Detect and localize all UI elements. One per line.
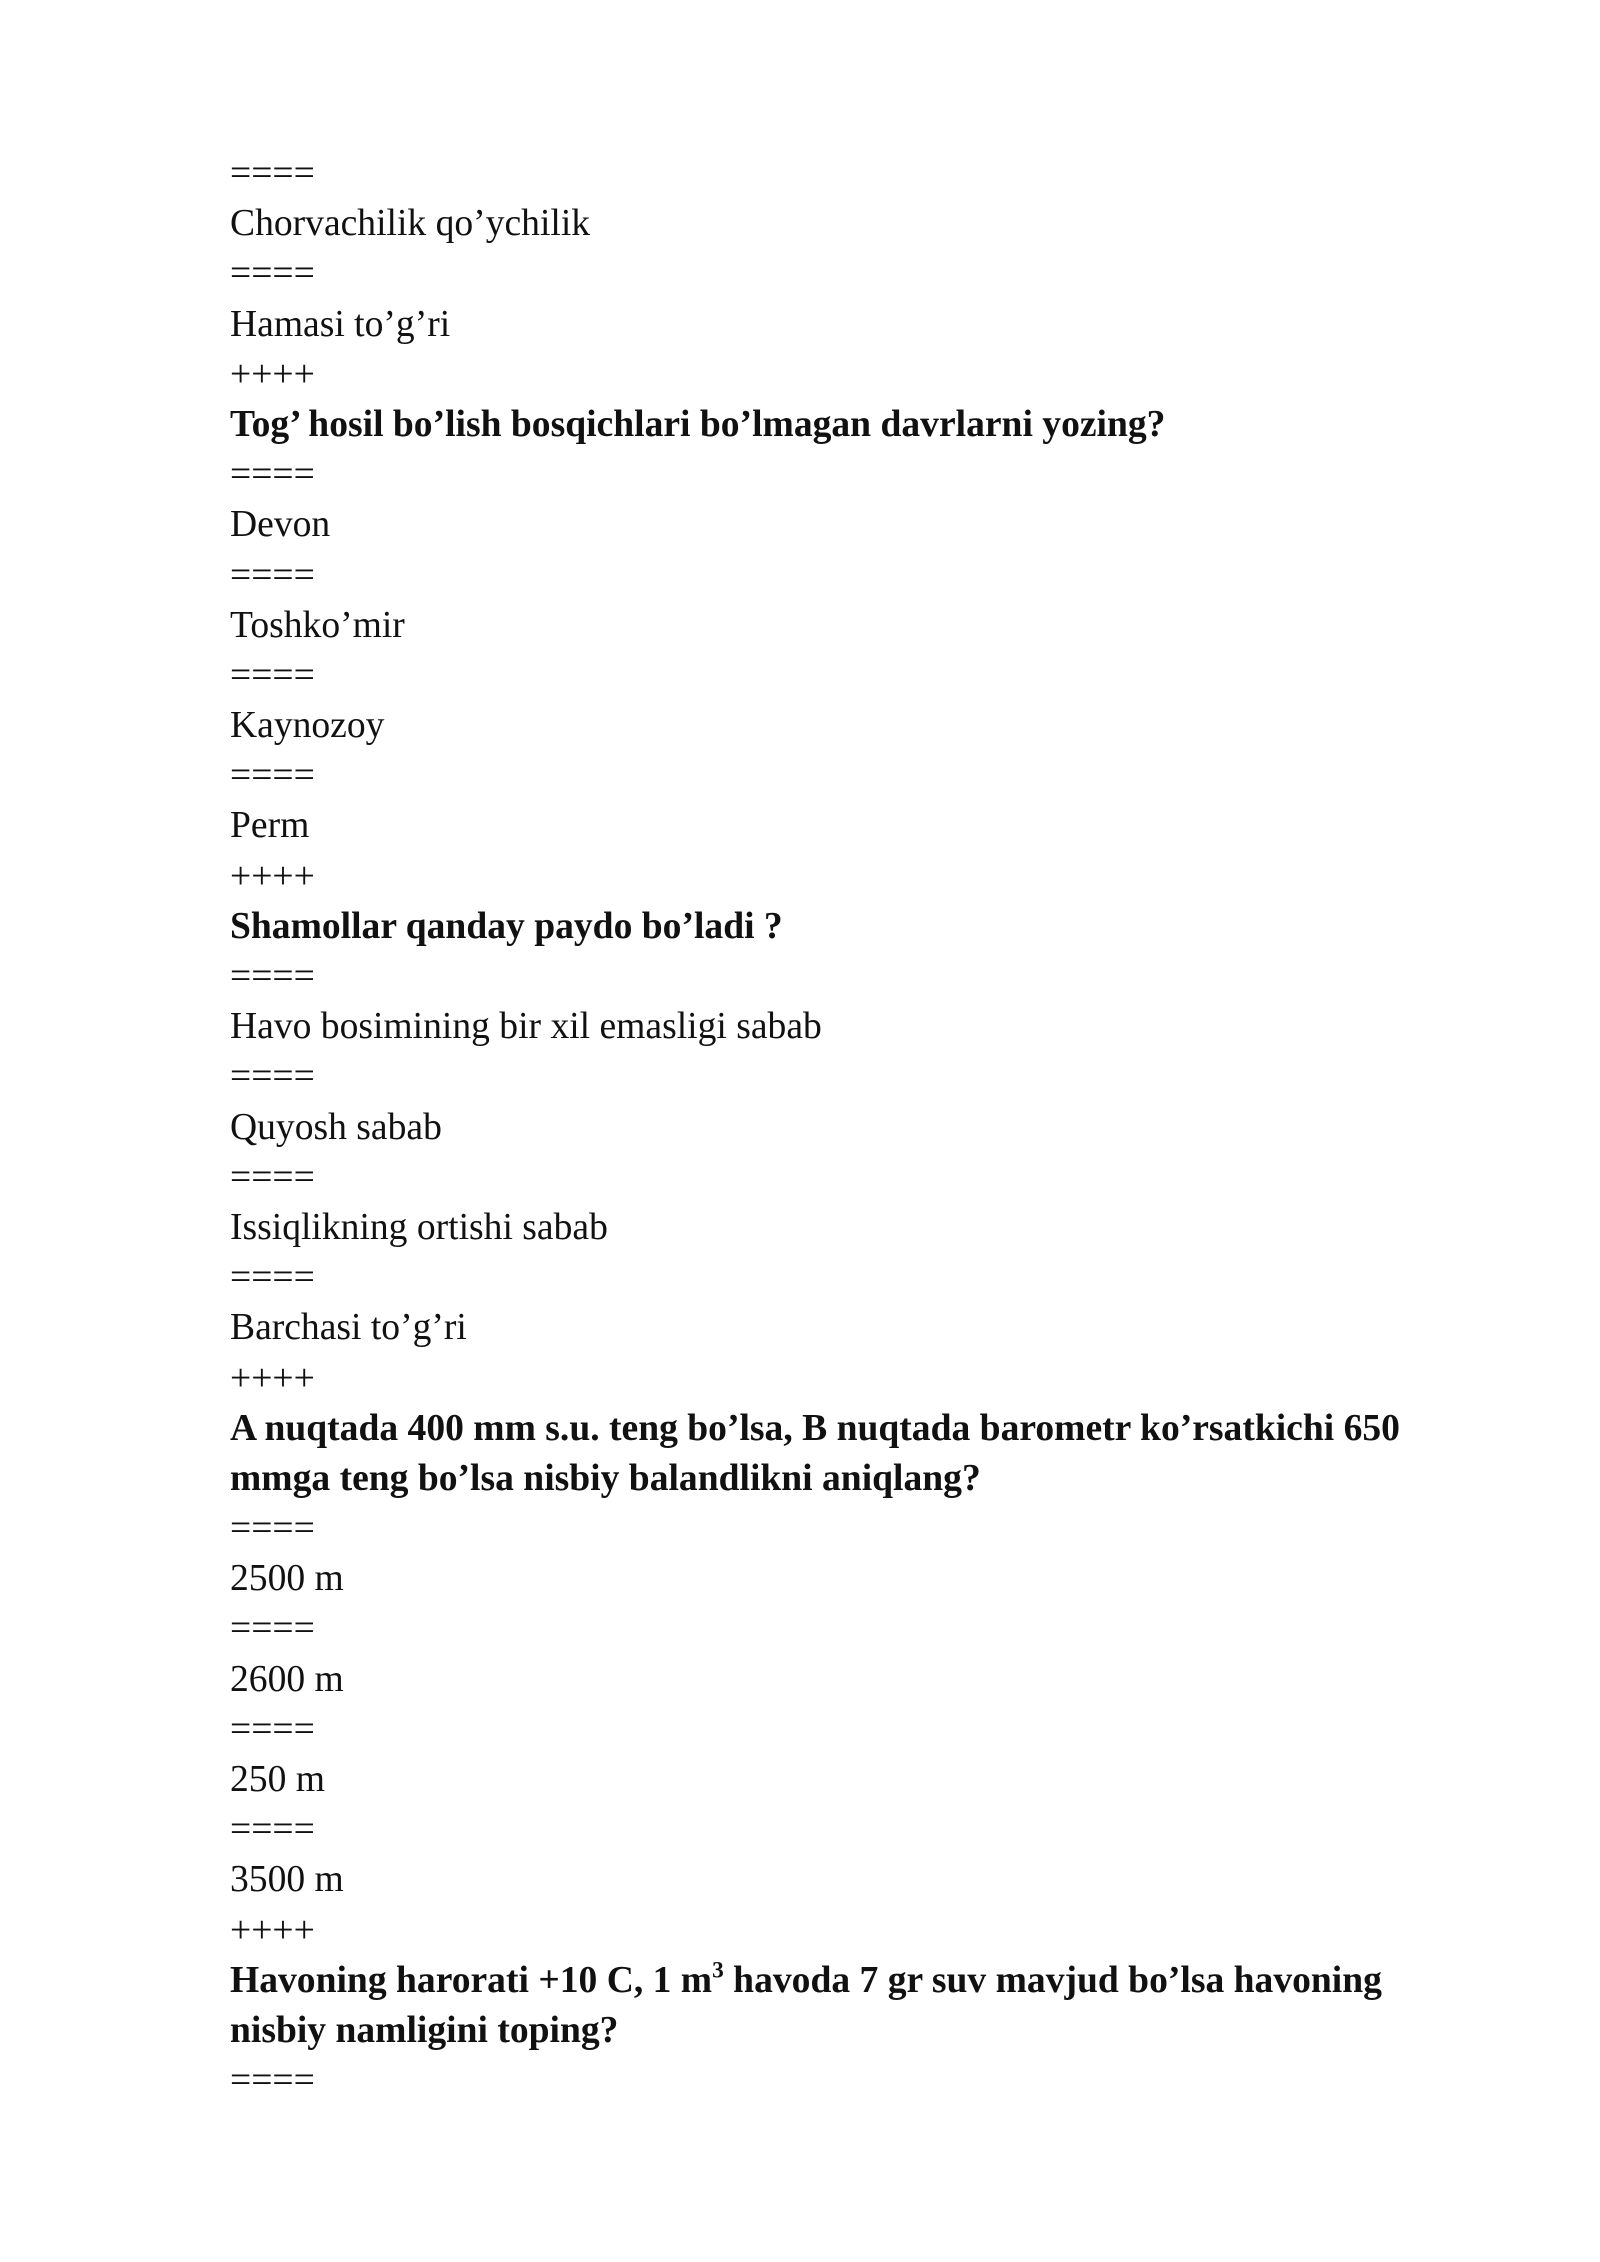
answer-separator: ==== [230, 654, 315, 696]
answer-option: Perm [230, 805, 310, 847]
question-text-start: Havoning harorati +10 C, 1 m [230, 1959, 713, 2001]
answer-separator: ==== [230, 1156, 315, 1198]
answer-option: 2500 m [230, 1558, 344, 1600]
answer-separator: ==== [230, 454, 315, 496]
answer-option: Devon [230, 504, 331, 546]
answer-option: Toshko’mir [230, 604, 405, 646]
answer-separator: ==== [230, 2060, 315, 2102]
answer-option: Barchasi to’g’ri [230, 1307, 467, 1349]
answer-separator: ==== [230, 1508, 315, 1550]
answer-separator: ==== [230, 554, 315, 596]
question-text-line-1: A nuqtada 400 mm s.u. teng bo’lsa, B nuqtada barometr ko’rsatkichi 650 [230, 1407, 1400, 1449]
answer-option: 3500 m [230, 1859, 344, 1901]
answer-option: 2600 m [230, 1658, 344, 1700]
question-text-line-2: nisbiy namligini toping? [230, 2009, 619, 2051]
answer-option: Quyosh sabab [230, 1106, 442, 1148]
answer-option: Issiqlikning ortishi sabab [230, 1206, 608, 1248]
question-text-end: havoda 7 gr suv mavjud bo’lsa havoning [723, 1959, 1382, 2001]
question-separator: ++++ [230, 855, 315, 897]
question-text-line-1 [230, 1956, 1486, 2006]
answer-option: 250 m [230, 1759, 325, 1800]
question-separator: ++++ [230, 1909, 315, 1951]
answer-separator: ==== [230, 1708, 315, 1750]
superscript-exponent: 3 [712, 1957, 724, 1984]
answer-option: Kaynozoy [230, 705, 385, 747]
question-text: Shamollar qanday paydo bo’ladi ? [230, 905, 783, 947]
answer-option: Chorvachilik qo’ychilik [230, 203, 591, 245]
question-separator: ++++ [230, 1357, 315, 1399]
answer-separator: ==== [230, 253, 315, 295]
answer-separator: ==== [230, 1257, 315, 1299]
answer-option: Havo bosimining bir xil emasligi sabab [230, 1006, 822, 1048]
answer-separator: ==== [230, 1056, 315, 1098]
answer-separator: ==== [230, 956, 315, 997]
question-text-line-2: mmga teng bo’lsa nisbiy balandlikni aniqlang? [230, 1457, 981, 1499]
question-separator: ++++ [230, 353, 315, 395]
answer-option: Hamasi to’g’ri [230, 303, 451, 345]
answer-separator: ==== [230, 1809, 315, 1851]
answer-separator: ==== [230, 1608, 315, 1650]
answer-separator: ==== [230, 755, 315, 797]
test-questions-body [230, 149, 1486, 2106]
answer-separator: ==== [230, 153, 315, 194]
question-text: Tog’ hosil bo’lish bosqichlari bo’lmagan davrlarni yozing? [230, 403, 1166, 445]
